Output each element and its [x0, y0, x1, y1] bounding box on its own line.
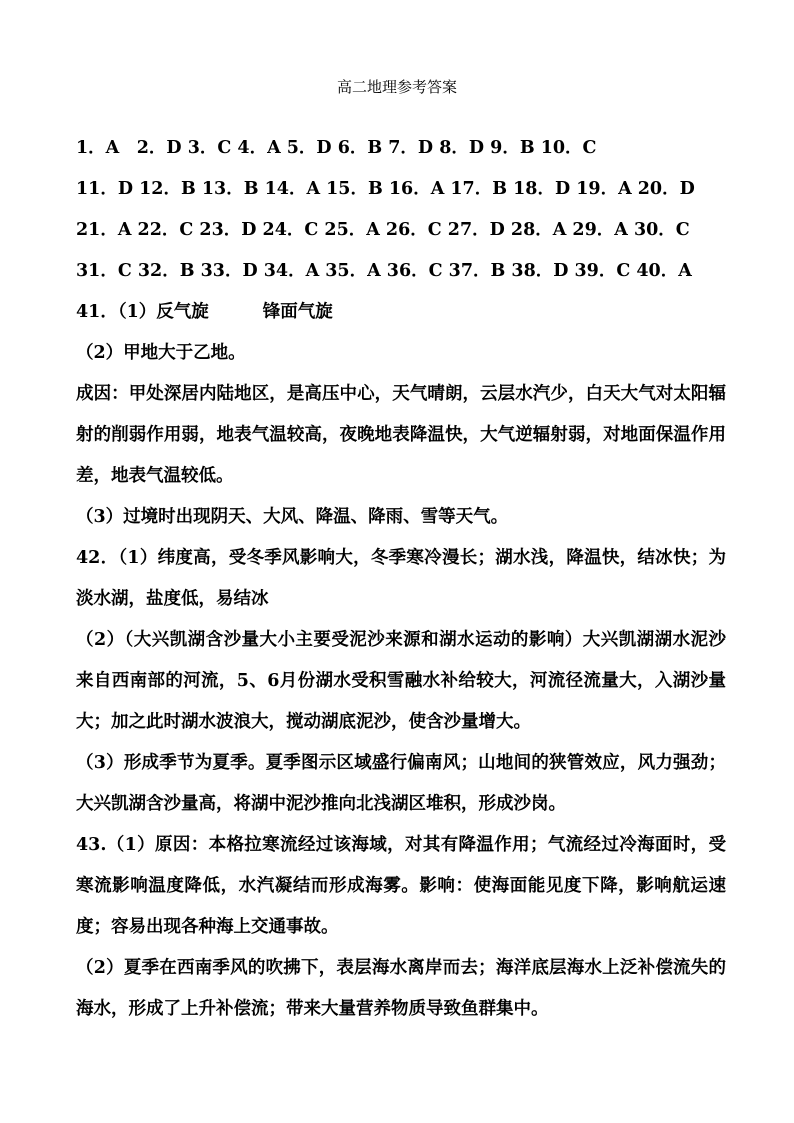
q42-part3: （3）形成季节为夏季。夏季图示区域盛行偏南风；山地间的狭管效应，风力强劲；大兴凯湖含沙量高，将湖中泥沙推向北浅湖区堆积，形成沙岗。 [76, 753, 726, 814]
answer-content [76, 128, 726, 1030]
page-title: 高二地理参考答案 [336, 78, 457, 96]
q43-part1: 43.（1）原因：本格拉寒流经过该海域，对其有降温作用；气流经过冷海面时，受寒流影响温度降低，水汽凝结而形成海雾。影响：使海面能见度下降，影响航运速度；容易出现各种海上交通事故。 [76, 835, 726, 937]
q41-part1 [76, 292, 726, 333]
q42-part1: 42．（1）纬度高，受冬季风影响大，冬季寒冷漫长；湖水浅，降温快，结冰快；为淡水湖，盐度低，易结冰 [76, 548, 726, 609]
mc-answers-row-1: 1．A 2．D 3．C 4．A 5．D 6．B 7．D 8．D 9．B 10．C [76, 138, 597, 158]
q41-part2: （2）甲地大于乙地。 [76, 343, 246, 363]
mc-answers-row-4: 31．C 32．B 33．D 34．A 35．A 36．C 37．B 38．D 39．C 40．A [76, 261, 692, 281]
q41-part3: （3）过境时出现阴天、大风、降温、降雨、雪等天气。 [76, 507, 509, 527]
q41-part1-a: 41．（1）反气旋 [76, 302, 209, 322]
mc-answers-row-3: 21．A 22．C 23．D 24．C 25．A 26．C 27．D 28．A 29．A 30．C [76, 220, 690, 240]
mc-answers-row-2: 11．D 12．B 13．B 14．A 15．B 16．A 17．B 18．D 19．A 20．D [76, 179, 695, 199]
q41-reason: 成因：甲处深居内陆地区，是高压中心，天气晴朗，云层水汽少，白天大气对太阳辐射的削弱作用弱，地表气温较高，夜晚地表降温快，大气逆辐射弱，对地面保温作用差，地表气温较低。 [76, 384, 726, 486]
q42-part2: （2）（大兴凯湖含沙量大小主要受泥沙来源和湖水运动的影响）大兴凯湖湖水泥沙来自西南部的河流，5、6月份湖水受积雪融水补给较大，河流径流量大，入湖沙量大；加之此时湖水波浪大，搅动湖底泥沙，使含沙量增大。 [76, 630, 726, 732]
q41-part1-b: 锋面气旋 [262, 302, 333, 322]
q43-part2: （2）夏季在西南季风的吹拂下，表层海水离岸而去；海洋底层海水上泛补偿流失的海水，形成了上升补偿流；带来大量营养物质导致鱼群集中。 [76, 958, 726, 1019]
